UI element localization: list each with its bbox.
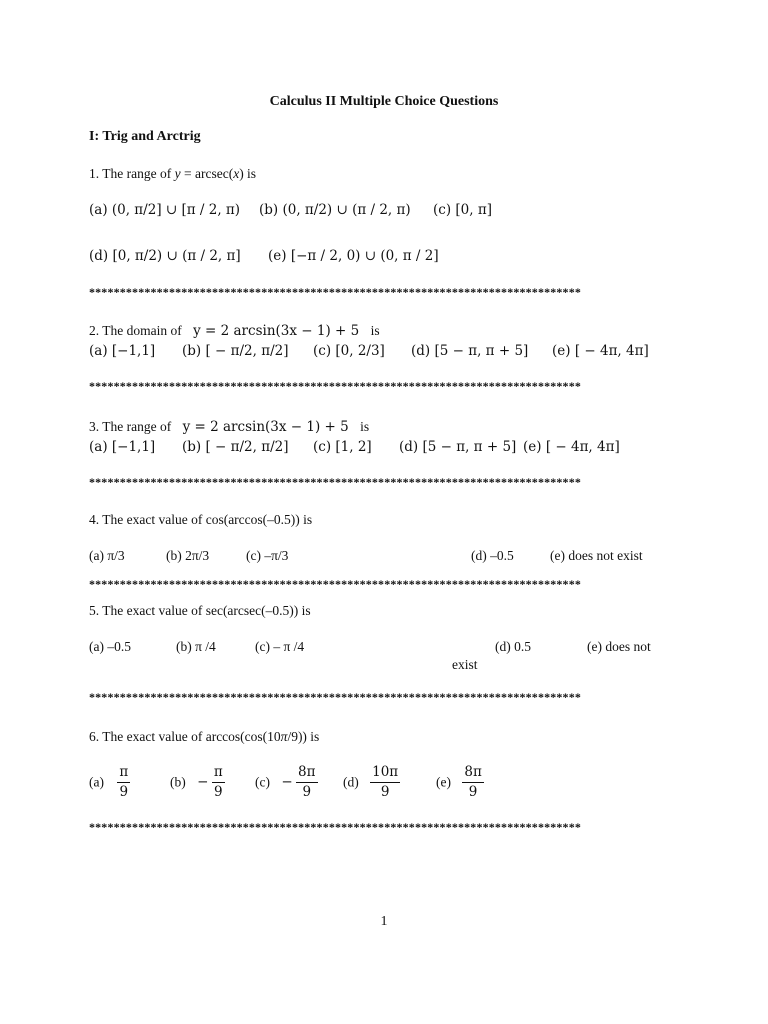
question-5-option-e-wrap: exist bbox=[452, 657, 478, 672]
question-2-text bbox=[89, 323, 380, 339]
question-6-option-d-fraction bbox=[370, 764, 400, 801]
separator: ******************************************************************************** bbox=[89, 690, 581, 704]
question-3-option-c: (c) [1, 2] bbox=[313, 439, 372, 455]
question-6-option-b-numerator: π bbox=[212, 764, 225, 783]
question-6-option-b-sign: − bbox=[197, 774, 209, 791]
question-1-option-d: (d) [0, π/2) ∪ (π / 2, π] bbox=[89, 248, 241, 264]
question-2-option-c: (c) [0, 2/3] bbox=[313, 343, 385, 359]
question-3-option-b: (b) [ − π/2, π/2] bbox=[182, 439, 289, 455]
question-1-option-c: (c) [0, π] bbox=[433, 202, 492, 218]
question-5-option-e: (e) does not bbox=[587, 639, 651, 654]
question-6-text bbox=[89, 729, 319, 745]
question-6-option-d-numerator: 10π bbox=[370, 764, 400, 783]
question-6-option-c-fraction bbox=[296, 764, 317, 801]
separator: ******************************************************************************** bbox=[89, 475, 581, 489]
question-2-option-b: (b) [ − π/2, π/2] bbox=[182, 343, 289, 359]
question-1-option-e: (e) [−π / 2, 0) ∪ (0, π / 2] bbox=[268, 248, 439, 264]
question-6-option-c-label: (c) bbox=[255, 774, 270, 790]
question-6-option-e-denominator: 9 bbox=[468, 783, 478, 800]
question-6-option-c bbox=[255, 764, 318, 801]
question-2-label: 2. The domain of bbox=[89, 323, 182, 338]
question-6-option-a-numerator: π bbox=[117, 764, 130, 783]
separator: ******************************************************************************** bbox=[89, 820, 581, 834]
question-2-option-e: (e) [ − 4π, 4π] bbox=[552, 343, 649, 359]
question-6-option-c-numerator: 8π bbox=[296, 764, 317, 783]
question-6-option-e-label: (e) bbox=[436, 774, 451, 790]
question-1-option-a: (a) (0, π/2] ∪ [π / 2, π) bbox=[89, 202, 241, 218]
question-4-option-b: (b) 2π/3 bbox=[166, 548, 210, 563]
question-3-label: 3. The range of bbox=[89, 419, 172, 434]
separator: ******************************************************************************** bbox=[89, 577, 581, 591]
page-number: 1 bbox=[380, 914, 388, 929]
question-6-option-a-fraction bbox=[117, 764, 130, 801]
question-6-option-b-denominator: 9 bbox=[213, 783, 223, 800]
question-2-option-d: (d) [5 − π, π + 5] bbox=[411, 343, 529, 359]
question-3-option-a: (a) [−1,1] bbox=[89, 439, 156, 455]
question-3-suffix: is bbox=[360, 419, 370, 434]
question-3-expression: y = 2 arcsin(3x − 1) + 5 bbox=[182, 419, 349, 435]
question-4-option-d: (d) –0.5 bbox=[471, 548, 514, 563]
separator: ******************************************************************************** bbox=[89, 285, 581, 299]
question-5-option-b: (b) π /4 bbox=[176, 639, 216, 654]
question-6-option-c-denominator: 9 bbox=[302, 783, 312, 800]
question-6-option-b bbox=[170, 764, 225, 801]
question-6-text-after: /9)) is bbox=[287, 729, 320, 744]
separator: ******************************************************************************** bbox=[89, 379, 581, 393]
question-5-option-d: (d) 0.5 bbox=[495, 639, 531, 654]
question-1-text-before: 1. The range of bbox=[89, 166, 175, 181]
question-6-option-b-fraction bbox=[212, 764, 225, 801]
question-1-var: x bbox=[233, 166, 240, 181]
question-3-text bbox=[89, 419, 369, 435]
page-title: Calculus II Multiple Choice Questions bbox=[269, 94, 499, 109]
question-2-option-a: (a) [−1,1] bbox=[89, 343, 156, 359]
question-1-option-b: (b) (0, π/2) ∪ (π / 2, π) bbox=[259, 202, 411, 218]
question-1-eq: = arcsec( bbox=[180, 166, 234, 181]
question-6-pi: π bbox=[280, 729, 288, 744]
question-6-option-d-denominator: 9 bbox=[380, 783, 390, 800]
question-3-option-d: (d) [5 − π, π + 5] bbox=[399, 439, 517, 455]
question-6-option-c-sign: − bbox=[281, 774, 293, 791]
question-6-option-d bbox=[343, 764, 400, 801]
question-6-option-a-denominator: 9 bbox=[119, 783, 129, 800]
question-5-option-c: (c) – π /4 bbox=[255, 639, 305, 654]
question-2-suffix: is bbox=[370, 323, 380, 338]
question-5-text: 5. The exact value of sec(arcsec(–0.5)) is bbox=[89, 603, 311, 618]
question-4-text: 4. The exact value of cos(arccos(–0.5)) is bbox=[89, 512, 313, 527]
question-6-option-d-label: (d) bbox=[343, 774, 359, 790]
section-heading: I: Trig and Arctrig bbox=[89, 129, 201, 144]
question-5-option-a: (a) –0.5 bbox=[89, 639, 131, 654]
question-4-option-e: (e) does not exist bbox=[550, 548, 643, 563]
question-4-option-a: (a) π/3 bbox=[89, 548, 125, 563]
question-6-text-before: 6. The exact value of arccos(cos(10 bbox=[89, 729, 281, 744]
question-1-text-after: ) is bbox=[239, 166, 257, 181]
question-3-option-e: (e) [ − 4π, 4π] bbox=[523, 439, 620, 455]
question-6-option-b-label: (b) bbox=[170, 774, 186, 790]
question-2-expression: y = 2 arcsin(3x − 1) + 5 bbox=[193, 323, 360, 339]
question-4-option-c: (c) –π/3 bbox=[246, 548, 289, 563]
question-1-func: y bbox=[174, 166, 181, 181]
question-6-option-e bbox=[436, 764, 484, 801]
question-6-option-e-numerator: 8π bbox=[462, 764, 483, 783]
question-1-text bbox=[89, 166, 256, 182]
question-6-option-a bbox=[89, 764, 130, 801]
question-6-option-e-fraction bbox=[462, 764, 483, 801]
question-6-option-a-label: (a) bbox=[89, 774, 104, 790]
